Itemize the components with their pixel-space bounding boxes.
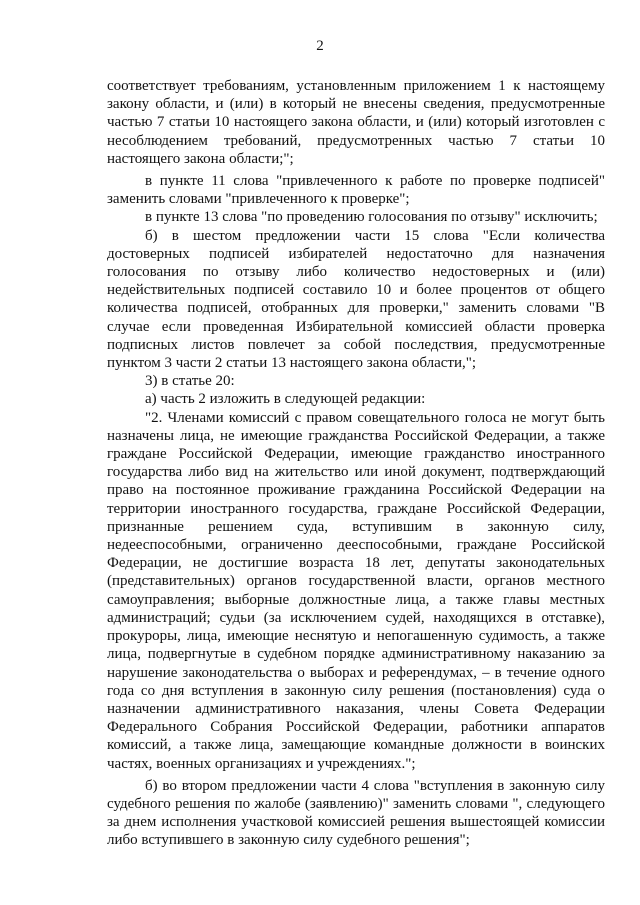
paragraph: в пункте 13 слова "по проведению голосования по отзыву" исключить; [145, 209, 598, 226]
paragraph: в пункте 11 слова "привлеченного к работе по проверке подписей" заменить словами "привлеченного к проверке"; [107, 173, 605, 208]
paragraph: "2. Членами комиссий с правом совещательного голоса не могут быть назначены лица, не имеющие гражданства Российской Федерации, а также граждане Российской Федерации, имеющие гражданство иностранного государства либо вид на жительство или иной документ, подтверждающий право на постоянное проживание гражданина Российской Федерации на территории иностранного государства, граждане Российской Федерации, признанные решением суда, вступившим в законную силу, недееспособными, ограниченно дееспособными, граждане Российской Федерации, не достигшие возраста 18 лет, депутаты законодательных (представительных) органов государственной власти, органов местного самоуправления; выборные должностные лица, а также главы местных администраций; судьи (за исключением судей, находящихся в отставке), прокуроры, лица, имеющие неснятую и непогашенную судимость, а также лица, подвергнутые в судебном порядке административному наказанию за нарушение законодательства о выборах и референдумах, – в течение одного года со дня вступления в законную силу решения (постановления) суда о назначении административного наказания, члены Совета Федерации Федерального Собрания Российской Федерации, работники аппаратов комиссий, а также лица, замещающие командные должности в воинских частях, военных организациях и учреждениях."; [107, 409, 605, 772]
paragraph: б) в шестом предложении части 15 слова "Если количества достоверных подписей избирателей недостаточно для назначения голосования по отзыву либо количество недостоверных и (или) недействительных подписей составило 10 и более процентов от общего количества подписей, отобранных для проверки," заменить словами "В случае если проведенная Избирательной комиссией области проверка подписных листов повлечет за собой последствия, предусмотренные пунктом 3 части 2 статьи 13 настоящего закона области,"; [107, 227, 605, 372]
paragraph: б) во втором предложении части 4 слова "вступления в законную силу судебного решения по жалобе (заявлению)" заменить словами ", следующего за днем исполнения участковой комиссией решения вышестоящей комиссии либо вступившего в законную силу судебного решения"; [107, 777, 605, 849]
page-number: 2 [316, 38, 324, 54]
paragraph: 3) в статье 20: [145, 373, 235, 390]
document-body [107, 77, 605, 850]
paragraph: соответствует требованиям, установленным приложением 1 к настоящему закону области, и (или) в который не внесены сведения, предусмотренные частью 7 статьи 10 настоящего закона области, и (или) который изготовлен с несоблюдением требований, предусмотренных частью 7 статьи 10 настоящего закона области;"; [107, 78, 605, 167]
paragraph: а) часть 2 изложить в следующей редакции: [145, 391, 426, 408]
